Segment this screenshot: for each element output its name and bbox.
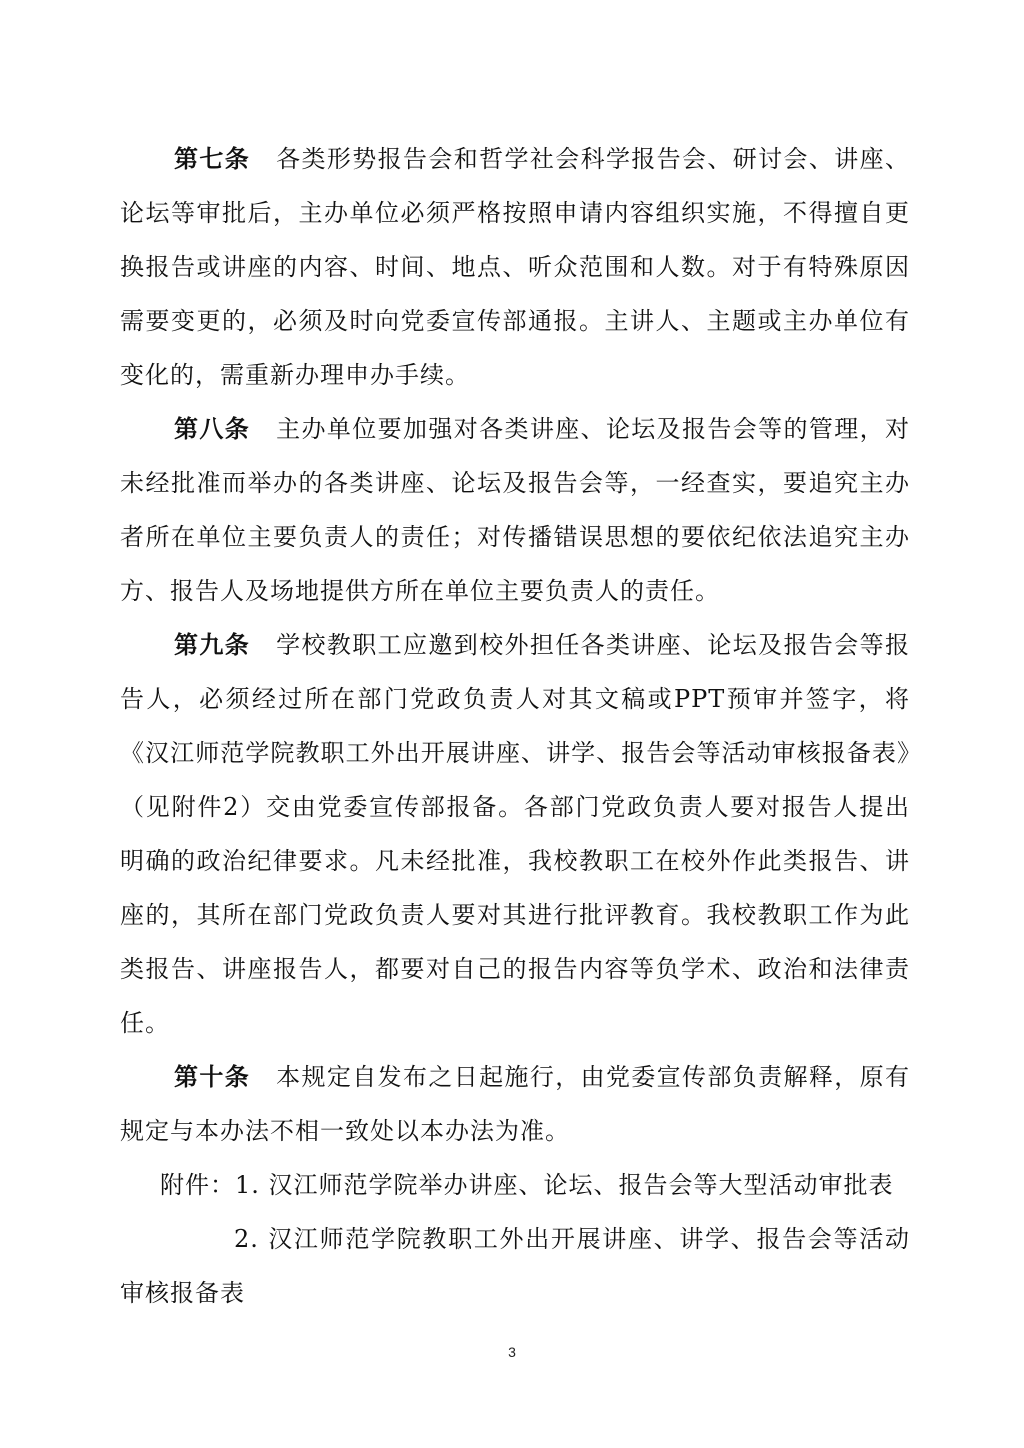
attachments-label: 附件： bbox=[160, 1171, 235, 1199]
attachment-item-1 bbox=[120, 1158, 910, 1212]
article-text: 主办单位要加强对各类讲座、论坛及报告会等的管理，对未经批准而举办的各类讲座、论坛及报告会等，一经查实，要追究主办者所在单位主要负责人的责任；对传播错误思想的要依纪依法追究主办方、报告人及场地提供方所在单位主要负责人的责任。 bbox=[120, 415, 911, 605]
article-number: 第九条 bbox=[174, 630, 251, 659]
article-8 bbox=[120, 402, 910, 618]
document-body bbox=[120, 132, 910, 1158]
attachments-section bbox=[120, 1158, 910, 1320]
article-9 bbox=[120, 618, 910, 1050]
article-7 bbox=[120, 132, 910, 402]
article-text: 本规定自发布之日起施行，由党委宣传部负责解释，原有规定与本办法不相一致处以本办法为准。 bbox=[120, 1063, 911, 1145]
article-number: 第七条 bbox=[174, 144, 251, 173]
attachment-title-1: 1. 汉江师范学院举办讲座、论坛、报告会等大型活动审批表 bbox=[235, 1171, 894, 1199]
article-text: 各类形势报告会和哲学社会科学报告会、研讨会、讲座、论坛等审批后，主办单位必须严格按照申请内容组织实施，不得擅自更换报告或讲座的内容、时间、地点、听众范围和人数。对于有特殊原因需要变更的，必须及时向党委宣传部通报。主讲人、主题或主办单位有变化的，需重新办理申办手续。 bbox=[120, 145, 911, 389]
article-10 bbox=[120, 1050, 910, 1158]
attachment-item-2 bbox=[120, 1212, 910, 1320]
article-number: 第十条 bbox=[174, 1062, 251, 1091]
article-number: 第八条 bbox=[174, 414, 251, 443]
article-text: 学校教职工应邀到校外担任各类讲座、论坛及报告会等报告人，必须经过所在部门党政负责人对其文稿或PPT预审并签字，将《汉江师范学院教职工外出开展讲座、讲学、报告会等活动审核报备表》（见附件2）交由党委宣传部报备。各部门党政负责人要对报告人提出明确的政治纪律要求。凡未经批准，我校教职工在校外作此类报告、讲座的，其所在部门党政负责人要对其进行批评教育。我校教职工作为此类报告、讲座报告人，都要对自己的报告内容等负学术、政治和法律责任。 bbox=[120, 631, 911, 1037]
attachment-title-2: 2. 汉江师范学院教职工外出开展讲座、讲学、报告会等活动审核报备表 bbox=[120, 1225, 910, 1307]
page-number: 3 bbox=[508, 1344, 516, 1360]
